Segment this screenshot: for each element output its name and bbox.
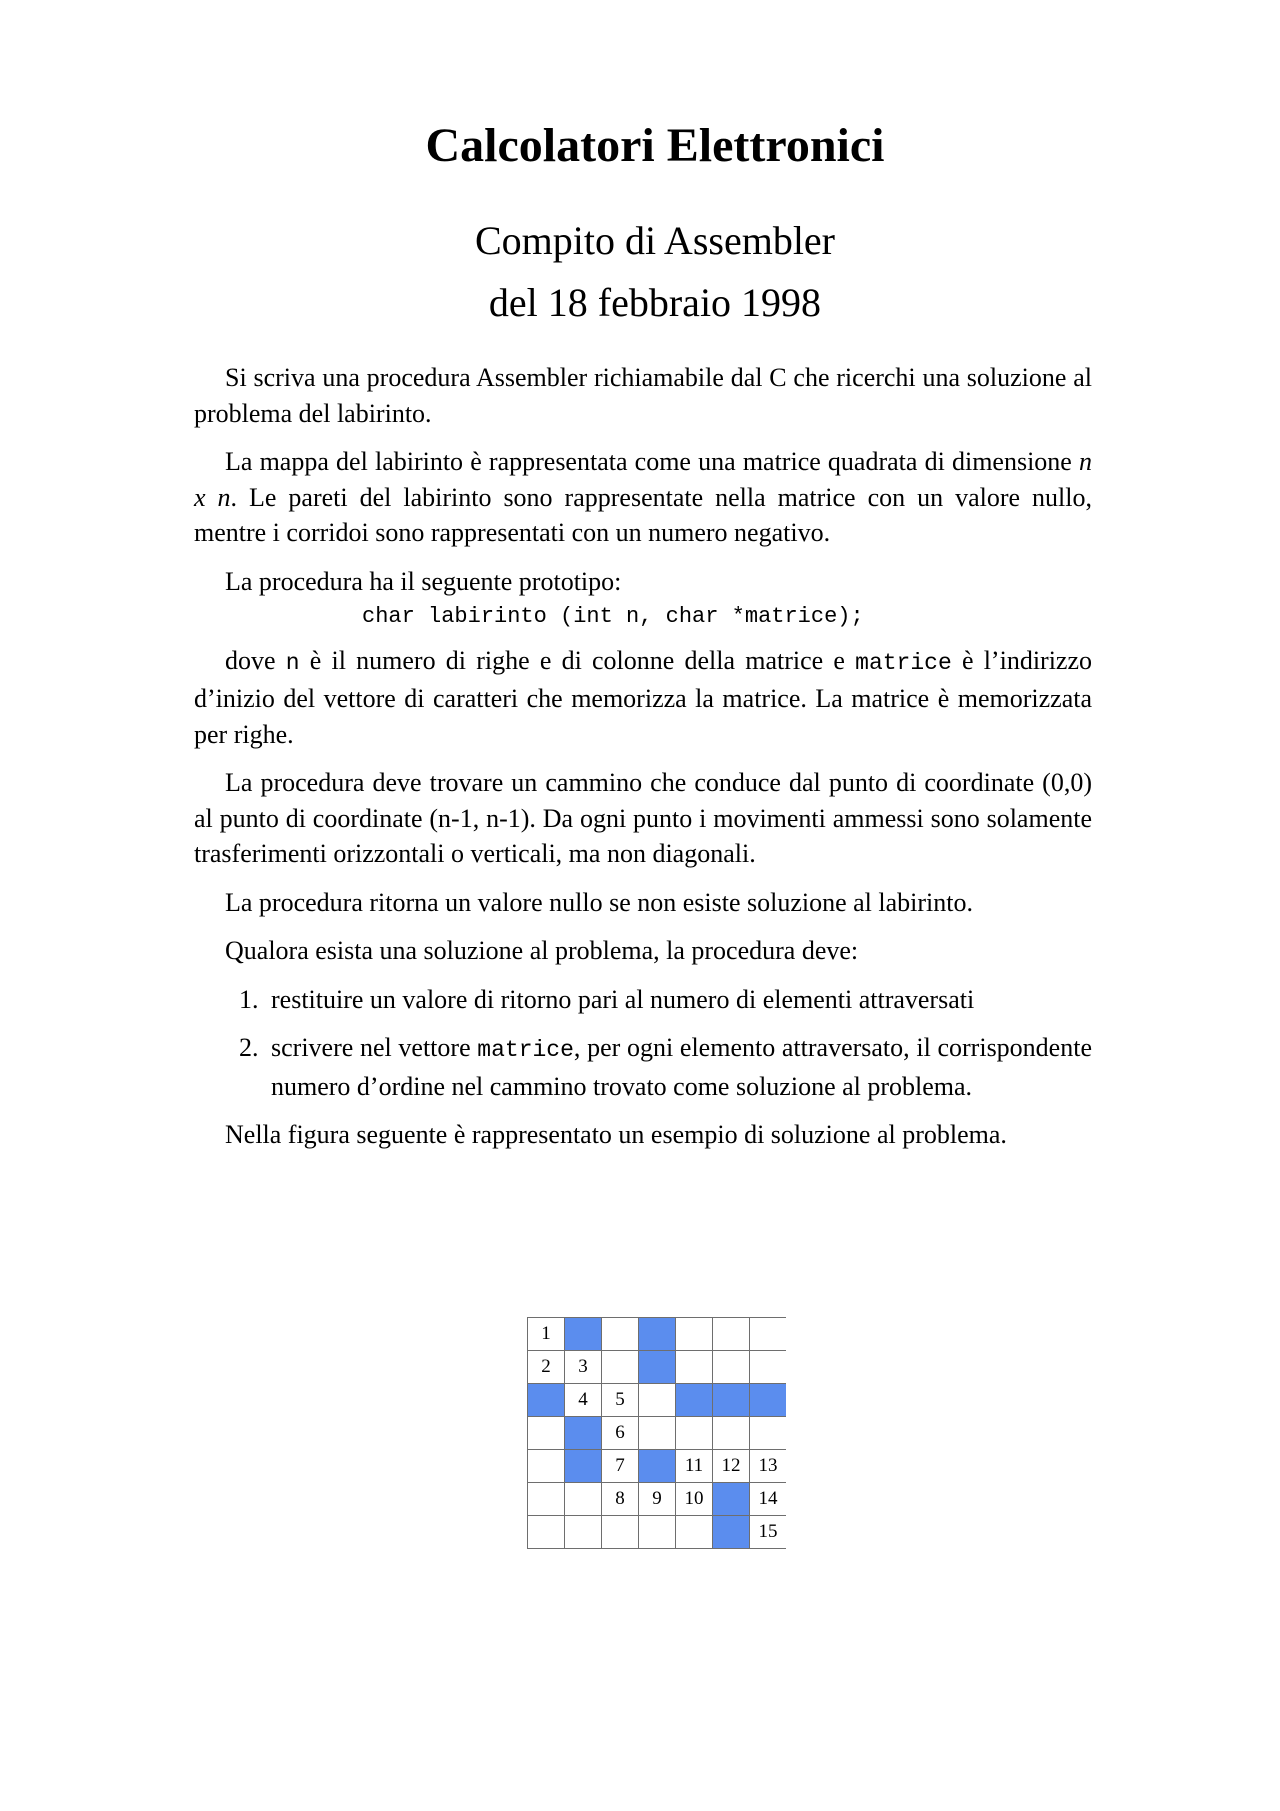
maze-corridor-cell — [750, 1318, 787, 1351]
paragraph-map — [194, 444, 1092, 551]
maze-row — [528, 1384, 787, 1417]
paragraph-params-text-a: dove — [225, 645, 286, 675]
paragraph-figure-intro: Nella figura seguente è rappresentato un esempio di soluzione al problema. — [225, 1120, 1007, 1149]
maze-wall-cell — [565, 1450, 602, 1483]
maze-corridor-cell — [676, 1351, 713, 1384]
maze-path-cell: 6 — [602, 1417, 639, 1450]
maze-corridor-cell — [602, 1318, 639, 1351]
maze-path-cell: 10 — [676, 1483, 713, 1516]
matrix-dimension: n x n — [194, 447, 1092, 512]
maze-corridor-cell — [602, 1351, 639, 1384]
document-subtitle: Compito di Assembler — [475, 218, 835, 263]
maze-row — [528, 1483, 787, 1516]
maze-corridor-cell — [602, 1516, 639, 1549]
document-date: del 18 febbraio 1998 — [488, 280, 822, 325]
maze-path-cell: 11 — [676, 1450, 713, 1483]
maze-row — [528, 1351, 787, 1384]
list-item-text-b: , per ogni elemento attraversato, il corrispondente numero d’ordine nel cammino trovato come soluzione al problema. — [271, 1033, 1092, 1101]
maze-figure — [527, 1317, 786, 1549]
maze-wall-cell — [639, 1318, 676, 1351]
param-n-code: n — [285, 649, 300, 676]
document-title: Calcolatori Elettronici — [425, 119, 885, 172]
maze-corridor-cell — [639, 1516, 676, 1549]
paragraph-map-text-a: La mappa del labirinto è rappresentata come una matrice quadrata di dimensione — [225, 447, 1079, 476]
paragraph-params — [194, 643, 1092, 753]
maze-corridor-cell — [713, 1351, 750, 1384]
paragraph-params-text-c: è l’indirizzo d’inizio del vettore di caratteri che memorizza la matrice. La matrice è memorizzata per righe. — [194, 645, 1093, 749]
list-item-number: 2. — [239, 1033, 259, 1062]
maze-path-cell: 4 — [565, 1384, 602, 1417]
maze-corridor-cell — [750, 1417, 787, 1450]
maze-corridor-cell — [639, 1417, 676, 1450]
maze-path-cell: 13 — [750, 1450, 787, 1483]
paragraph-params-text-b: è il numero di righe e di colonne della matrice e — [299, 645, 856, 675]
maze-row — [528, 1318, 787, 1351]
maze-corridor-cell — [528, 1516, 565, 1549]
maze-corridor-cell — [528, 1417, 565, 1450]
maze-row — [528, 1417, 787, 1450]
maze-wall-cell — [713, 1516, 750, 1549]
list-item-text-a: scrivere nel vettore — [271, 1033, 478, 1062]
maze-corridor-cell — [639, 1384, 676, 1417]
maze-wall-cell — [639, 1351, 676, 1384]
maze-wall-cell — [750, 1384, 787, 1417]
maze-corridor-cell — [676, 1417, 713, 1450]
paragraph-prototype-intro: La procedura ha il seguente prototipo: — [225, 566, 622, 596]
maze-corridor-cell — [528, 1450, 565, 1483]
maze-path-cell: 2 — [528, 1351, 565, 1384]
paragraph-solution: Qualora esista una soluzione al problema, la procedura deve: — [225, 936, 859, 965]
maze-wall-cell — [713, 1384, 750, 1417]
maze-path-cell: 7 — [602, 1450, 639, 1483]
maze-corridor-cell — [713, 1318, 750, 1351]
list-item-text: restituire un valore di ritorno pari al numero di elementi attraversati — [271, 984, 975, 1014]
maze-corridor-cell — [565, 1483, 602, 1516]
maze-wall-cell — [676, 1384, 713, 1417]
list-item-number: 1. — [239, 984, 259, 1014]
maze-row — [528, 1450, 787, 1483]
maze-path-cell: 14 — [750, 1483, 787, 1516]
maze-path-cell: 9 — [639, 1483, 676, 1516]
maze-wall-cell — [528, 1384, 565, 1417]
list-item — [194, 982, 1092, 1018]
paragraph-map-text-b: . Le pareti del labirinto sono rappresentate nella matrice con un valore nullo, mentre i corridoi sono rappresentati con un numero negativo. — [194, 482, 1092, 547]
maze-corridor-cell — [565, 1516, 602, 1549]
maze-wall-cell — [639, 1450, 676, 1483]
maze-path-cell: 1 — [528, 1318, 565, 1351]
maze-corridor-cell — [750, 1351, 787, 1384]
maze-path-cell: 8 — [602, 1483, 639, 1516]
maze-corridor-cell — [676, 1318, 713, 1351]
maze-corridor-cell — [713, 1417, 750, 1450]
requirements-list — [194, 982, 1092, 1105]
maze-wall-cell — [565, 1417, 602, 1450]
paragraph-intro: Si scriva una procedura Assembler richiamabile dal C che ricerchi una soluzione al problema del labirinto. — [194, 363, 1092, 428]
list-item — [194, 1030, 1092, 1104]
maze-path-cell: 15 — [750, 1516, 787, 1549]
matrice-code: matrice — [477, 1037, 574, 1063]
param-matrice-code: matrice — [855, 649, 952, 676]
maze-wall-cell — [713, 1483, 750, 1516]
maze-path-cell: 12 — [713, 1450, 750, 1483]
maze-grid — [528, 1318, 787, 1549]
prototype-code: char labirinto (int n, char *matrice); — [362, 604, 864, 629]
maze-wall-cell — [565, 1318, 602, 1351]
maze-row — [528, 1516, 787, 1549]
maze-path-cell: 3 — [565, 1351, 602, 1384]
maze-corridor-cell — [528, 1483, 565, 1516]
document-body — [194, 360, 1092, 1166]
paragraph-no-solution: La procedura ritorna un valore nullo se non esiste soluzione al labirinto. — [225, 887, 973, 917]
paragraph-path: La procedura deve trovare un cammino che conduce dal punto di coordinate (0,0) al punto di coordinate (n-1, n-1). Da ogni punto i movimenti ammessi sono solamente trasferimenti orizzontali o verticali, ma non diagonali. — [194, 768, 1092, 868]
maze-path-cell: 5 — [602, 1384, 639, 1417]
maze-corridor-cell — [676, 1516, 713, 1549]
